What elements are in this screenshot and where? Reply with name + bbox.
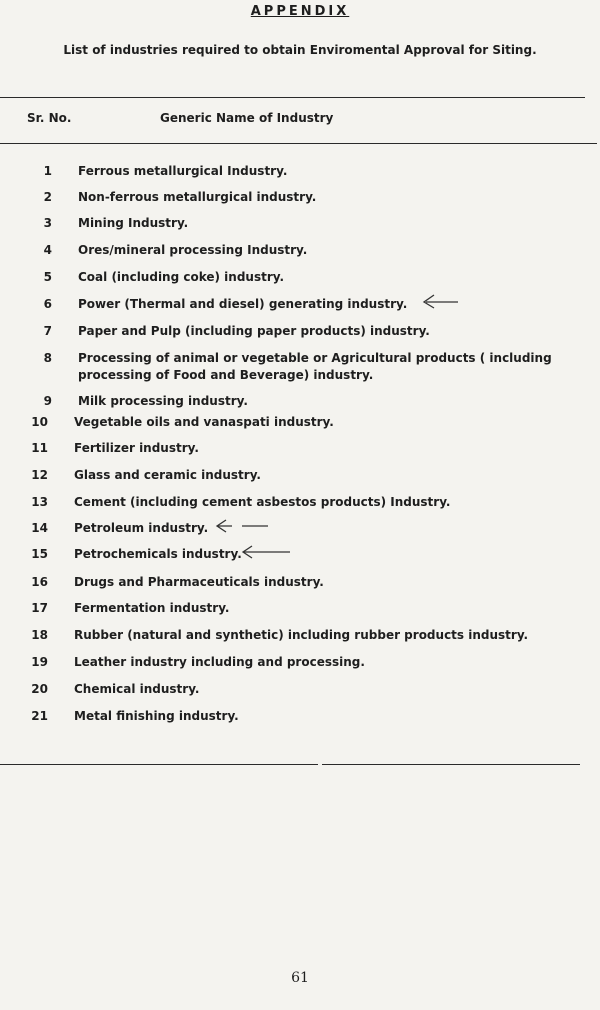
handwritten-arrow-icon [214, 517, 270, 535]
row-industry-name: Ores/mineral processing Industry. [78, 243, 308, 257]
handwritten-arrow-icon [240, 543, 292, 561]
page-number: 61 [291, 970, 309, 986]
row-serial-number: 7 [43, 324, 52, 338]
row-serial-number: 2 [43, 190, 52, 204]
row-serial-number: 20 [31, 682, 48, 696]
row-serial-number: 17 [31, 601, 48, 615]
row-serial-number: 16 [31, 575, 48, 589]
row-industry-name: Rubber (natural and synthetic) including rubber products industry. [74, 628, 529, 642]
column-header-industry-name: Generic Name of Industry [160, 111, 334, 125]
row-industry-name: Ferrous metallurgical Industry. [78, 164, 288, 178]
row-serial-number: 14 [31, 521, 48, 535]
row-serial-number: 15 [31, 547, 48, 561]
row-industry-name: Chemical industry. [74, 682, 200, 696]
row-industry-name: Processing of animal or vegetable or Agricultural products ( including processing of Food and Beverage) industry. [78, 351, 552, 382]
row-industry-name: Milk processing industry. [78, 394, 248, 408]
row-serial-number: 5 [43, 270, 52, 284]
row-serial-number: 13 [31, 495, 48, 509]
column-header-sr-no: Sr. No. [27, 111, 72, 125]
table-header-rule [0, 143, 597, 144]
row-industry-name: Power (Thermal and diesel) generating industry. [78, 297, 408, 311]
row-serial-number: 19 [31, 655, 48, 669]
row-industry-name: Cement (including cement asbestos products) Industry. [74, 495, 451, 509]
appendix-heading: APPENDIX [250, 4, 350, 19]
table-top-rule [0, 97, 585, 98]
row-serial-number: 10 [31, 415, 48, 429]
row-serial-number: 4 [43, 243, 52, 257]
row-serial-number: 21 [31, 709, 48, 723]
document-subtitle: List of industries required to obtain Enviromental Approval for Siting. [63, 43, 537, 57]
row-serial-number: 3 [43, 216, 52, 230]
row-industry-name: Petrochemicals industry. [74, 547, 242, 561]
table-bottom-rule-left [0, 764, 318, 765]
row-industry-name: Non-ferrous metallurgical industry. [78, 190, 317, 204]
row-serial-number: 8 [43, 351, 52, 365]
row-industry-name: Coal (including coke) industry. [78, 270, 285, 284]
row-industry-name: Metal finishing industry. [74, 709, 239, 723]
row-industry-name: Vegetable oils and vanaspati industry. [74, 415, 334, 429]
handwritten-arrow-icon [420, 292, 460, 310]
row-serial-number: 1 [43, 164, 52, 178]
row-industry-name: Fermentation industry. [74, 601, 230, 615]
row-industry-name: Drugs and Pharmaceuticals industry. [74, 575, 324, 589]
row-serial-number: 11 [31, 441, 48, 455]
row-serial-number: 12 [31, 468, 48, 482]
row-industry-name: Fertilizer industry. [74, 441, 199, 455]
row-industry-name: Glass and ceramic industry. [74, 468, 261, 482]
row-industry-name: Petroleum industry. [74, 521, 209, 535]
table-bottom-rule-right [322, 764, 580, 765]
row-industry-name: Paper and Pulp (including paper products) industry. [78, 324, 430, 338]
row-serial-number: 9 [43, 394, 52, 408]
row-industry-name: Mining Industry. [78, 216, 189, 230]
row-industry-name: Leather industry including and processing. [74, 655, 365, 669]
row-serial-number: 18 [31, 628, 48, 642]
row-serial-number: 6 [43, 297, 52, 311]
